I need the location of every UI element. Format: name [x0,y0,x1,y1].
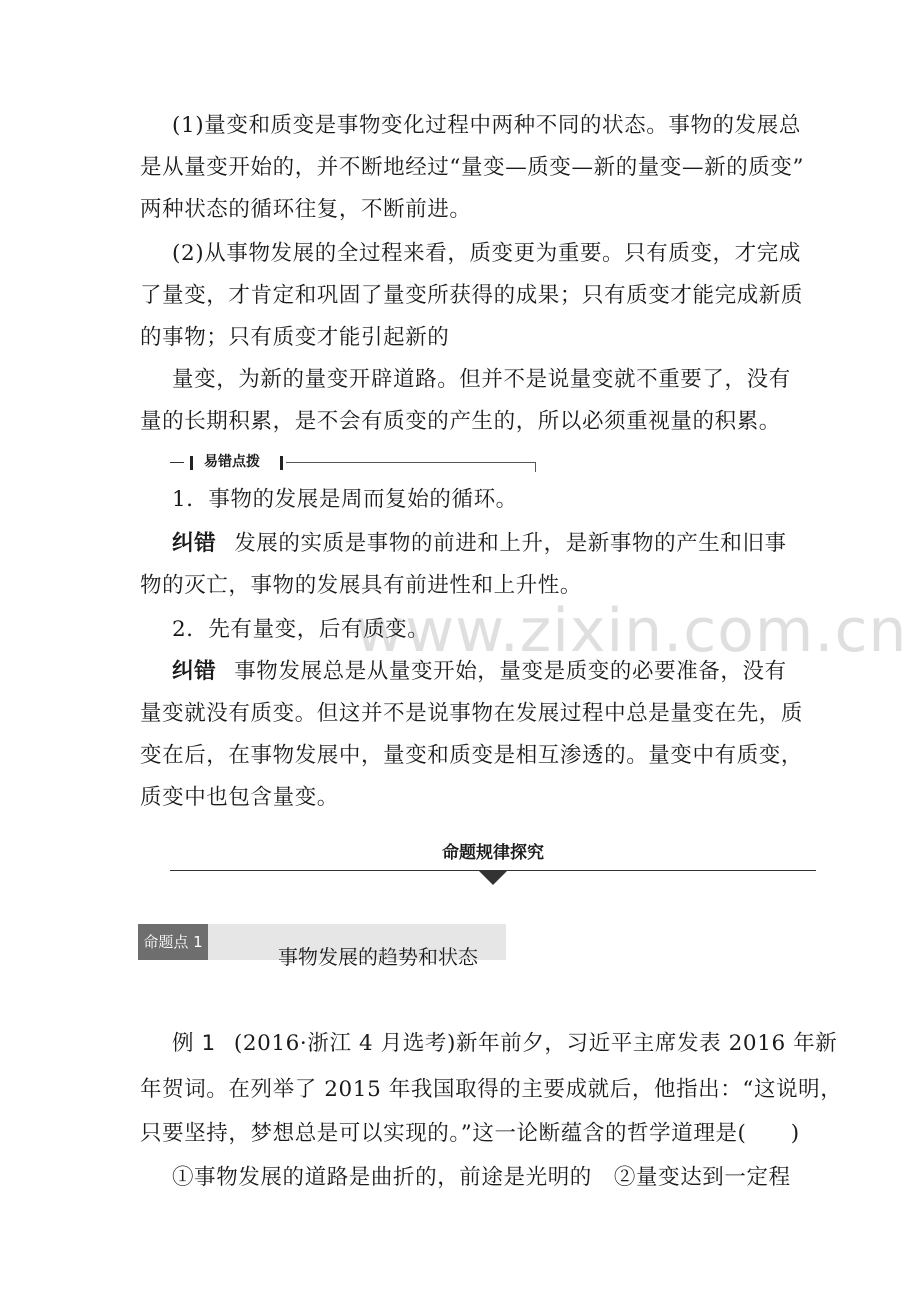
example-options-line [172,1162,791,1196]
error-1-statement: 1．事物的发展是周而复始的循环。 [172,487,518,512]
paragraph-2-line-1: (2)从事物发展的全过程来看，质变更为重要。只有质变，才完成 [172,241,801,266]
correction-label: 纠错 [172,531,217,556]
correction-text: 事物发展总是从量变开始，量变是质变的必要准备，没有 [234,659,787,684]
example-line-3: 只要坚持，梦想总是可以实现的。”这一论断蕴含的哲学道理是( ) [140,1121,800,1146]
tip-header-label: 易错点拨 [204,454,260,470]
correction-label: 纠错 [172,659,217,684]
header-bar-right [280,456,283,470]
error-2-correction-line-4: 质变中也包含量变。 [140,785,339,810]
section-arrow-icon [479,871,507,885]
header-end-tick [535,462,536,472]
option-1: ①事物发展的道路是曲折的，前途是光明的 [172,1165,592,1190]
example-line-1 [172,1028,838,1062]
error-2-correction-line-3: 变在后，在事物发展中，量变和质变是相互渗透的。量变中有质变， [140,743,804,768]
header-left-tick [170,462,184,463]
header-bar-left [190,456,193,470]
topic-title: 事物发展的趋势和状态 [278,945,478,969]
watermark: www.zixin.com.cn [355,596,908,666]
example-label: 例 1 [172,1031,216,1056]
example-line-2: 年贺词。在列举了 2015 年我国取得的主要成就后，他指出：“这说明， [140,1077,843,1102]
paragraph-1-line-1: (1)量变和质变是事物变化过程中两种不同的状态。事物的发展总 [172,113,801,138]
paragraph-1-line-2: 是从量变开始的，并不断地经过“量变—质变—新的量变—新的质变” [140,155,805,180]
paragraph-1-line-3: 两种状态的循环往复，不断前进。 [140,197,472,222]
correction-text: 发展的实质是事物的前进和上升，是新事物的产生和旧事 [234,531,787,556]
paragraph-3-line-1: 量变，为新的量变开辟道路。但并不是说量变就不重要了，没有 [172,367,791,392]
topic-tag: 命题点 1 [138,924,208,960]
tip-header [170,452,538,474]
example-source: (2016·浙江 4 月选考) [233,1031,457,1056]
error-1-correction-line-1 [172,528,787,562]
error-2-correction-line-2: 量变就没有质变。但这并不是说事物在发展过程中总是量变在先，质 [140,701,804,726]
paragraph-2-line-3: 的事物；只有质变才能引起新的 [140,325,450,350]
error-1-correction-line-2: 物的灭亡，事物的发展具有前进性和上升性。 [140,573,583,598]
paragraph-2-line-2: 了量变，才肯定和巩固了量变所获得的成果；只有质变才能完成新质 [140,283,804,308]
example-text: 新年前夕，习近平主席发表 2016 年新 [456,1031,838,1056]
paragraph-3-line-2: 量的长期积累，是不会有质变的产生的，所以必须重视量的积累。 [140,409,781,434]
section-title: 命题规律探究 [442,843,544,863]
option-2: ②量变达到一定程 [613,1165,791,1190]
header-rule [286,462,536,463]
error-2-statement: 2．先有量变，后有质变。 [172,617,430,642]
